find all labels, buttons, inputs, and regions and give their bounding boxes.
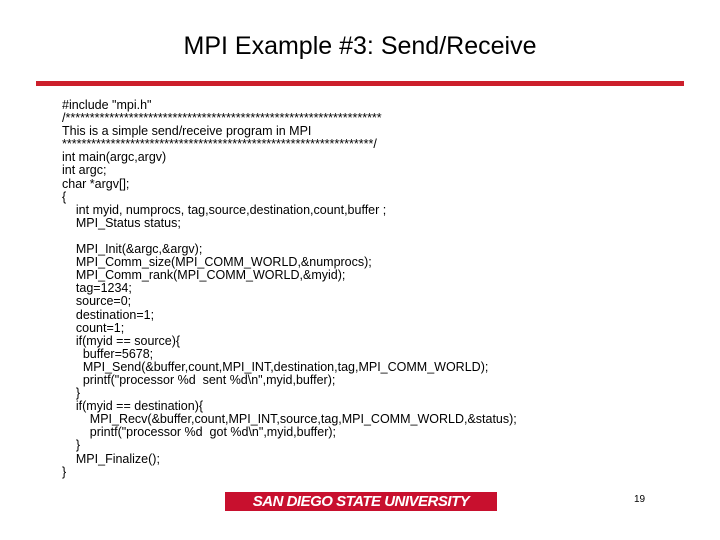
code-line: tag=1234; <box>62 281 132 296</box>
code-line: int argc; <box>62 163 107 178</box>
code-line: MPI_Status status; <box>62 215 181 230</box>
code-line: int main(argc,argv) <box>62 150 167 165</box>
code-line: printf("processor %d got %d\n",myid,buffer); <box>62 425 337 440</box>
code-line: MPI_Comm_size(MPI_COMM_WORLD,&numprocs); <box>62 255 372 270</box>
code-line: { <box>62 189 67 204</box>
code-line: MPI_Comm_rank(MPI_COMM_WORLD,&myid); <box>62 268 346 283</box>
university-logo <box>225 492 497 511</box>
code-line: #include "mpi.h" <box>62 98 152 112</box>
code-line: char *argv[]; <box>62 176 130 191</box>
code-line: source=0; <box>62 294 132 309</box>
logo-text: SAN DIEGO STATE UNIVERSITY <box>252 493 470 510</box>
code-block <box>62 99 517 479</box>
code-line: buffer=5678; <box>62 346 154 361</box>
code-line: destination=1; <box>62 307 155 322</box>
code-line: MPI_Finalize(); <box>62 451 160 466</box>
code-line: } <box>62 438 81 453</box>
code-line: MPI_Init(&argc,&argv); <box>62 242 203 257</box>
code-line: if(myid == source){ <box>62 333 181 348</box>
code-line: int myid, numprocs, tag,source,destination,count,buffer ; <box>62 202 387 217</box>
title-divider <box>36 81 684 86</box>
code-line: } <box>62 464 67 479</box>
code-line: ****************************************************************/ <box>62 137 377 152</box>
slide-title: MPI Example #3: Send/Receive <box>183 32 537 60</box>
page-number: 19 <box>634 494 646 505</box>
code-line: /***************************************************************** <box>62 111 382 126</box>
code-line: printf("processor %d sent %d\n",myid,buffer); <box>62 372 336 387</box>
code-line: MPI_Send(&buffer,count,MPI_INT,destination,tag,MPI_COMM_WORLD); <box>62 359 489 374</box>
code-line: if(myid == destination){ <box>62 399 204 414</box>
code-line: } <box>62 386 81 401</box>
code-line: count=1; <box>62 320 125 335</box>
code-line: This is a simple send/receive program in MPI <box>62 124 312 139</box>
code-line: MPI_Recv(&buffer,count,MPI_INT,source,tag,MPI_COMM_WORLD,&status); <box>62 412 517 427</box>
